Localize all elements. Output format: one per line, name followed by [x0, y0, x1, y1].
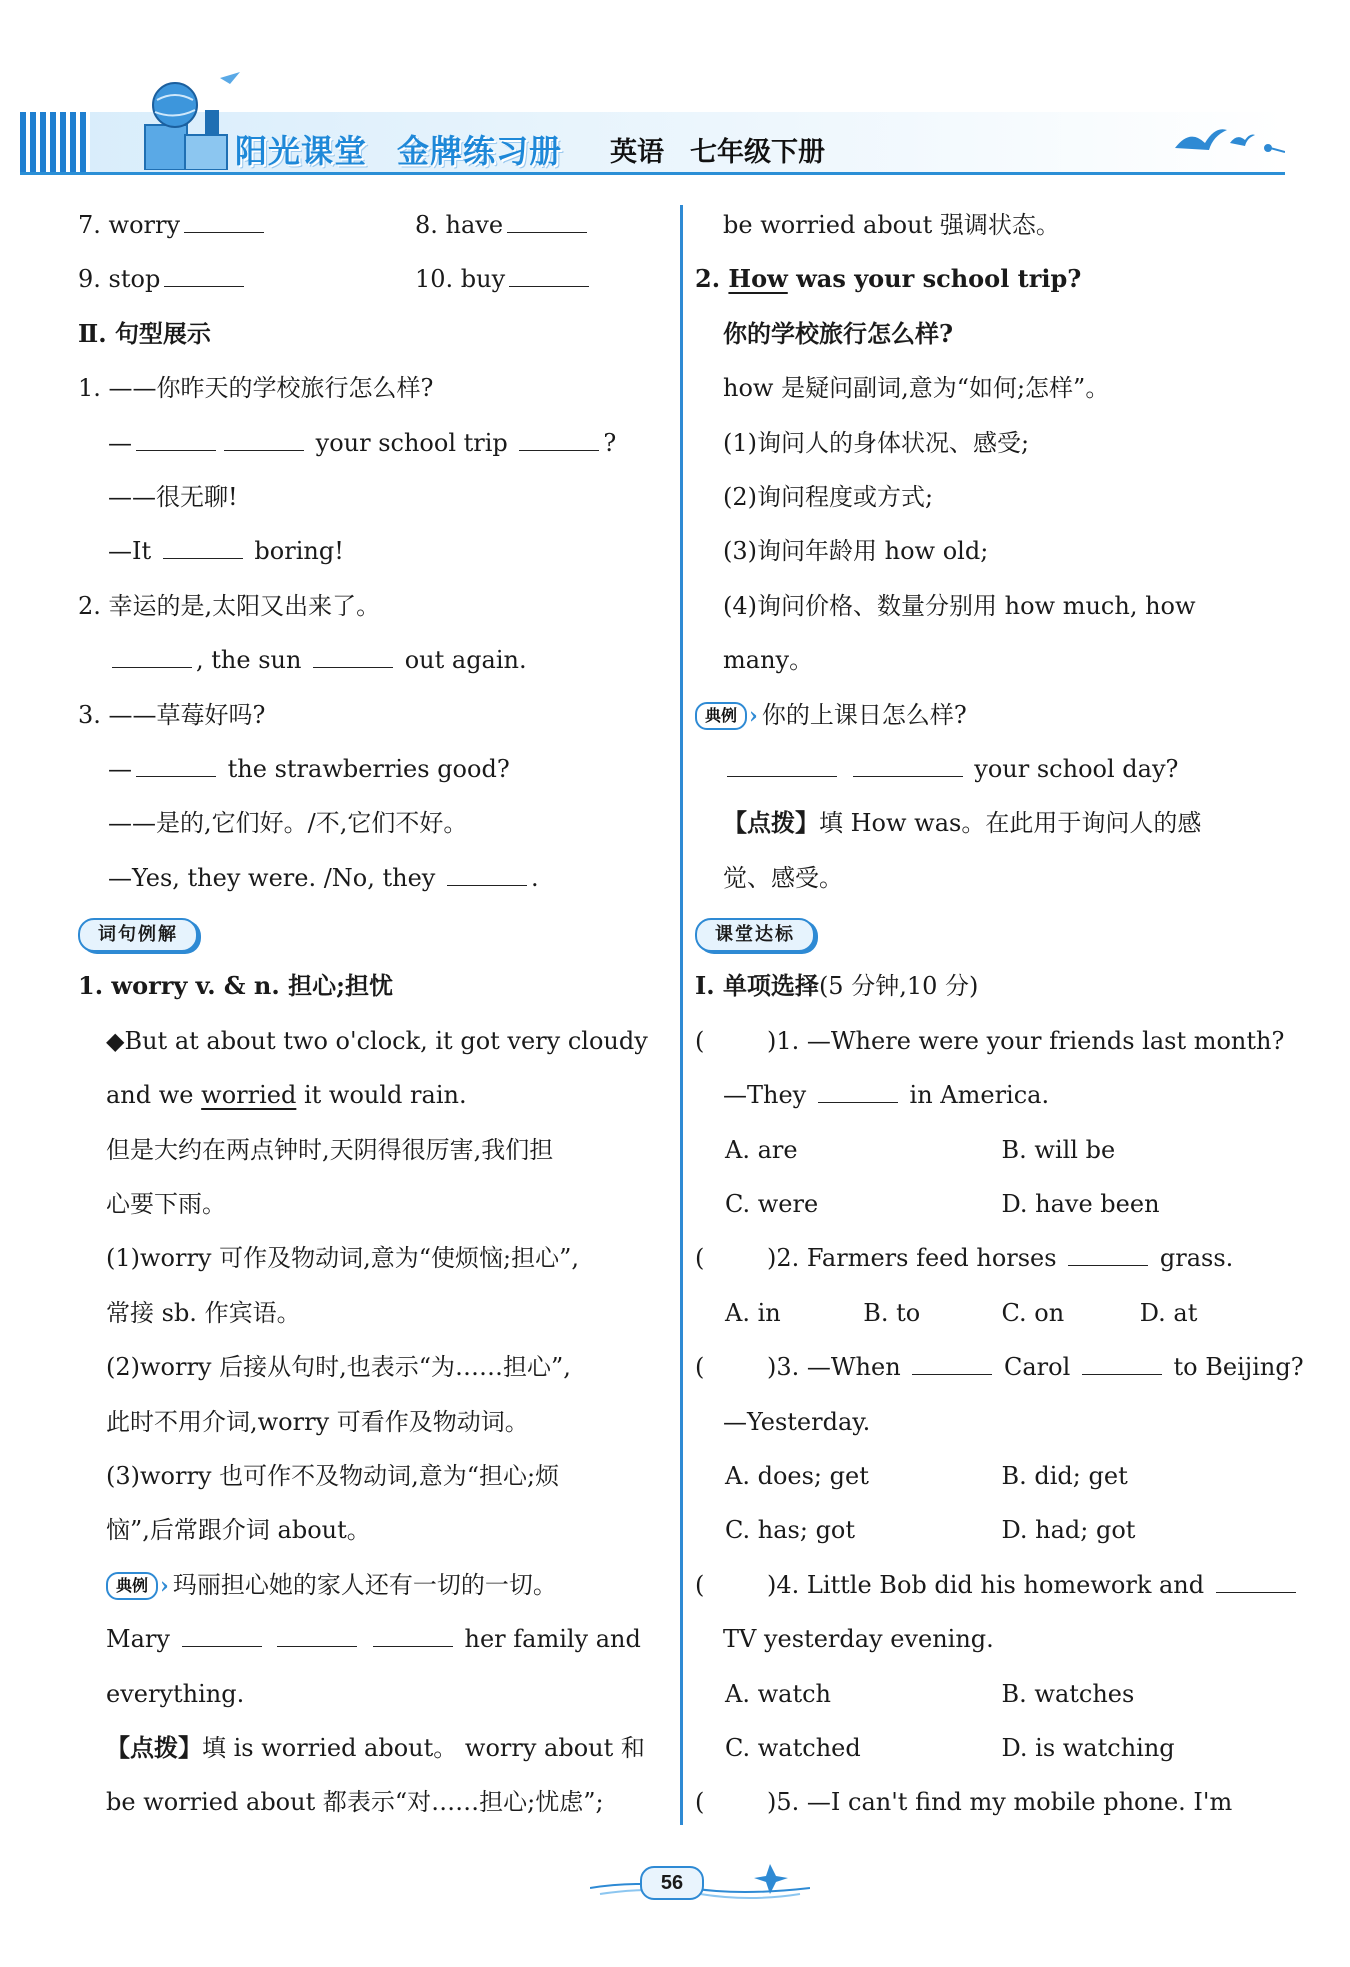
- example-sentence: ◆But at about two o'clock, it got very cloudy: [106, 1026, 648, 1055]
- option[interactable]: D. have been: [1001, 1190, 1160, 1219]
- tip-line: be worried about 强调状态。: [723, 211, 1060, 239]
- example-sentence: and we worried it would rain.: [106, 1081, 467, 1110]
- option[interactable]: D. had; got: [1001, 1516, 1136, 1545]
- tip-line: be worried about 都表示“对……担心;忧虑”;: [106, 1788, 604, 1817]
- sentence-line: — the strawberries good?: [78, 742, 666, 796]
- answer-blank[interactable]: [727, 750, 837, 777]
- usage-note: (1)worry 可作及物动词,意为“使烦恼;担心”,: [106, 1244, 580, 1273]
- section-title: Ⅰ. 单项选择(5 分钟,10 分): [695, 971, 979, 1001]
- answer-bracket[interactable]: (: [695, 1244, 705, 1273]
- sentence-prompt: 3. ——草莓好吗?: [78, 700, 266, 729]
- example-question: 典例 › 玛丽担心她的家人还有一切的一切。: [78, 1558, 666, 1612]
- question-stem: ( )4. Little Bob did his homework and: [695, 1558, 1278, 1612]
- answer-blank[interactable]: [182, 1620, 262, 1647]
- answer-blank[interactable]: [1068, 1239, 1148, 1266]
- sentence-line: — your school trip ?: [78, 416, 666, 470]
- answer-blank[interactable]: [519, 424, 599, 451]
- word-title: 1. worry v. & n. 担心;担忧: [78, 971, 393, 1001]
- tip-line: 觉、感受。: [723, 863, 843, 892]
- answer-bracket[interactable]: (: [695, 1026, 705, 1055]
- option-row: [695, 1667, 1278, 1721]
- option-row: [695, 1449, 1278, 1503]
- usage-note: (2)询问程度或方式;: [723, 482, 934, 511]
- answer-bracket[interactable]: (: [695, 1788, 705, 1817]
- answer-blank[interactable]: [1216, 1566, 1296, 1593]
- usage-note: (1)询问人的身体状况、感受;: [723, 428, 1030, 457]
- question-line: TV yesterday evening.: [723, 1625, 994, 1654]
- question-stem: ( )3. —When Carol to Beijing?: [695, 1340, 1278, 1394]
- option[interactable]: A. in: [725, 1298, 781, 1327]
- page-header: [20, 60, 1285, 180]
- question-line: —Yesterday.: [723, 1407, 871, 1436]
- question-stem: ( )1. —Where were your friends last month?: [695, 1014, 1278, 1068]
- answer-blank[interactable]: [912, 1348, 992, 1375]
- sentence-line: —It boring!: [78, 524, 666, 578]
- answer-bracket[interactable]: (: [695, 1570, 705, 1599]
- vocab-badge: 词句例解: [78, 918, 198, 952]
- tip-line: 【点拨】填 How was。在此用于询问人的感: [723, 808, 1202, 838]
- example-question: 典例 › 你的上课日怎么样?: [695, 688, 1278, 742]
- header-stripe: [20, 112, 90, 172]
- usage-note: 常接 sb. 作宾语。: [106, 1298, 301, 1327]
- answer-blank[interactable]: [136, 424, 216, 451]
- series-title: 阳光课堂 金牌练习册: [235, 132, 563, 170]
- usage-note: (4)询问价格、数量分别用 how much, how: [723, 591, 1196, 620]
- answer-blank[interactable]: [818, 1076, 898, 1103]
- option[interactable]: C. watched: [725, 1733, 861, 1762]
- answer-blank[interactable]: [373, 1620, 453, 1647]
- option[interactable]: D. at: [1139, 1298, 1198, 1327]
- usage-note: how 是疑问副词,意为“如何;怎样”。: [723, 374, 1110, 403]
- vocab-row: 7. worry 8. have: [78, 198, 666, 252]
- answer-blank[interactable]: [277, 1620, 357, 1647]
- answer-blank[interactable]: [224, 424, 304, 451]
- answer-blank[interactable]: [509, 260, 589, 287]
- option[interactable]: C. on: [1001, 1298, 1065, 1327]
- option[interactable]: B. did; get: [1001, 1461, 1128, 1490]
- book-subtitle: 英语 七年级下册: [610, 137, 825, 168]
- usage-note: (3)worry 也可作不及物动词,意为“担心;烦: [106, 1461, 560, 1490]
- sentence-prompt: 1. ——你昨天的学校旅行怎么样?: [78, 374, 434, 403]
- answer-blank[interactable]: [112, 641, 192, 668]
- section-badge-row: [695, 905, 1278, 959]
- chevron-right-icon: ›: [749, 702, 758, 729]
- usage-note: 此时不用介词,worry 可看作及物动词。: [106, 1407, 529, 1436]
- translation: 你的学校旅行怎么样?: [723, 318, 954, 348]
- option[interactable]: C. were: [725, 1190, 819, 1219]
- answer-blank[interactable]: [136, 750, 216, 777]
- answer-blank[interactable]: [507, 206, 587, 233]
- sentence-line: , the sun out again.: [78, 633, 666, 687]
- answer-blank[interactable]: [1082, 1348, 1162, 1375]
- option[interactable]: A. are: [725, 1135, 798, 1164]
- class-badge: 课堂达标: [695, 918, 815, 952]
- answer-blank[interactable]: [184, 206, 264, 233]
- example-answer-line: your school day?: [695, 742, 1278, 796]
- sentence-prompt: 2. 幸运的是,太阳又出来了。: [78, 591, 381, 620]
- word-title: 2. How was your school trip?: [695, 264, 1082, 294]
- right-column: [695, 198, 1304, 1830]
- section-badge-row: [78, 905, 666, 959]
- translation: 但是大约在两点钟时,天阴得很厉害,我们担: [106, 1135, 554, 1164]
- question-stem: ( )5. —I can't find my mobile phone. I'm: [695, 1775, 1278, 1829]
- answer-blank[interactable]: [164, 260, 244, 287]
- example-tag: 典例: [695, 702, 747, 730]
- option-row: [695, 1503, 1278, 1557]
- left-column: [78, 198, 666, 1830]
- tip-line: 【点拨】填 is worried about。 worry about 和: [106, 1732, 645, 1762]
- sentence-line: ——是的,它们好。/不,它们不好。: [108, 809, 468, 838]
- chevron-right-icon: ›: [160, 1572, 169, 1599]
- question-line: —They in America.: [695, 1068, 1278, 1122]
- translation: 心要下雨。: [106, 1190, 226, 1219]
- vocab-row: 9. stop 10. buy: [78, 252, 666, 306]
- page-number: 56: [640, 1866, 704, 1900]
- usage-note: (3)询问年龄用 how old;: [723, 537, 989, 566]
- option[interactable]: B. watches: [1001, 1679, 1135, 1708]
- answer-blank[interactable]: [853, 750, 963, 777]
- answer-blank[interactable]: [313, 641, 393, 668]
- option-row: [695, 1177, 1278, 1231]
- sentence-line: —Yes, they were. /No, they .: [78, 851, 666, 905]
- usage-note: many。: [723, 646, 814, 675]
- section-title: Ⅱ. 句型展示: [78, 318, 211, 348]
- answer-blank[interactable]: [163, 532, 243, 559]
- birds-icon: [1165, 108, 1285, 168]
- option-row: [695, 1721, 1278, 1775]
- answer-blank[interactable]: [447, 859, 527, 886]
- globe-emblem-icon: [135, 70, 245, 170]
- answer-bracket[interactable]: (: [695, 1353, 705, 1382]
- usage-note: (2)worry 后接从句时,也表示“为……担心”,: [106, 1353, 571, 1382]
- option[interactable]: B. will be: [1001, 1135, 1116, 1164]
- option-row: [695, 1123, 1278, 1177]
- column-divider: [680, 205, 683, 1825]
- option[interactable]: A. watch: [725, 1679, 831, 1708]
- sentence-line: ——很无聊!: [108, 482, 238, 511]
- example-answer-line: Mary her family and: [78, 1612, 666, 1666]
- example-tag: 典例: [106, 1572, 158, 1600]
- option[interactable]: D. is watching: [1001, 1733, 1175, 1762]
- option-row: [695, 1286, 1278, 1340]
- usage-note: 恼”,后常跟介词 about。: [106, 1516, 371, 1545]
- option[interactable]: B. to: [863, 1298, 921, 1327]
- example-answer-line: everything.: [106, 1679, 245, 1708]
- option[interactable]: A. does; get: [725, 1461, 869, 1490]
- question-stem: ( )2. Farmers feed horses grass.: [695, 1231, 1278, 1285]
- option[interactable]: C. has; got: [725, 1516, 856, 1545]
